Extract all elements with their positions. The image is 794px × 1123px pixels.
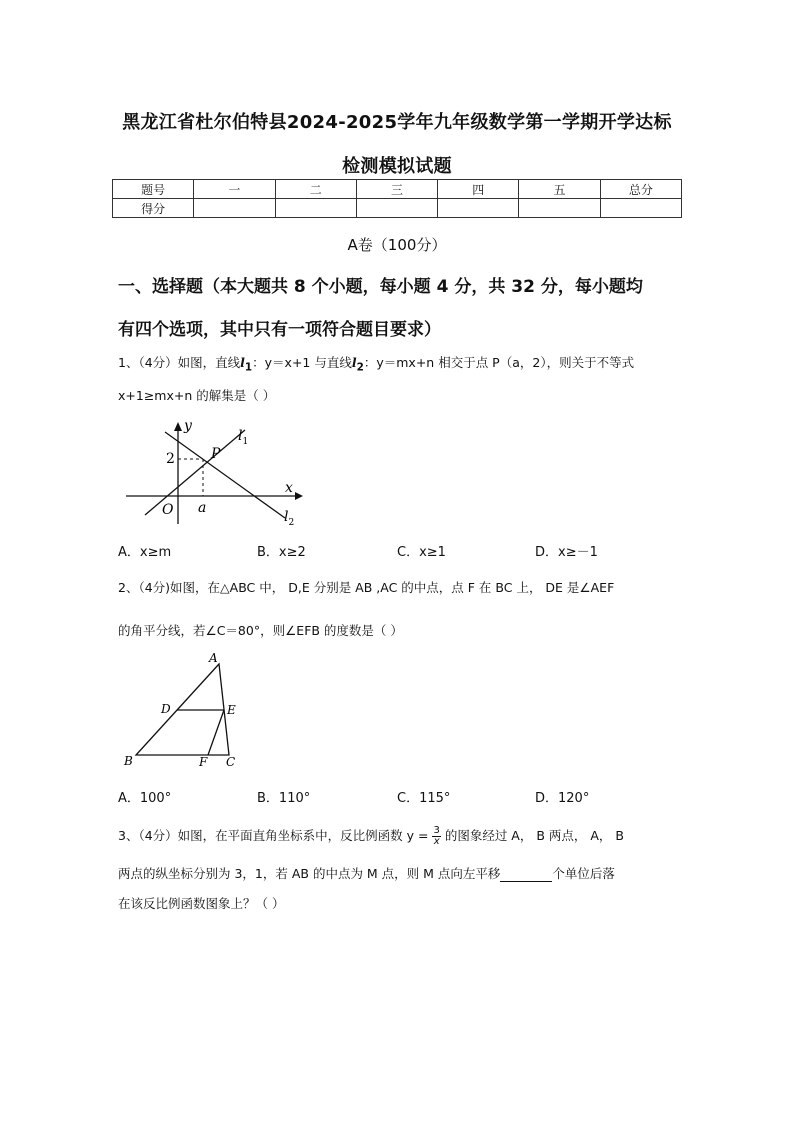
question-3-line3: 在该反比例函数图象上？（ ） — [118, 896, 285, 911]
q1-option-c[interactable]: C．x≥1 — [397, 545, 446, 560]
label-l2: $l_2$ — [284, 509, 295, 528]
score-table-score-row — [113, 199, 682, 218]
q3-text-b: 的图象经过 A， B 两点， A， B — [444, 828, 624, 843]
label-E: E — [227, 703, 236, 717]
q1-l1-sub: 1 — [244, 361, 253, 374]
question-2-line1: 2、（4分)如图，在△ABC 中， D,E 分别是 AB ,AC 的中点，点 F 在 BC 上， DE 是∠AEF — [118, 580, 615, 595]
score-cell[interactable] — [519, 199, 600, 218]
score-cell[interactable] — [600, 199, 681, 218]
q1-option-a[interactable]: A．x≥m — [118, 545, 172, 560]
label-O: O — [162, 502, 174, 518]
q1-l2: l — [351, 355, 357, 370]
fraction-numerator: 3 — [433, 825, 440, 836]
label-y: y — [184, 418, 192, 434]
label-C: C — [226, 755, 236, 769]
question-1-line2: x+1≥mx+n 的解集是（ ） — [118, 388, 276, 403]
q3-text-a: 3、（4分）如图，在平面直角坐标系中，反比例函数 y = — [118, 828, 429, 843]
q1-option-d[interactable]: D．x≥－1 — [535, 545, 598, 560]
label-two: 2 — [166, 451, 175, 467]
score-header-cell: 五 — [519, 180, 600, 199]
score-header-cell: 总分 — [600, 180, 681, 199]
score-cell[interactable] — [356, 199, 437, 218]
question-1-line1 — [118, 353, 634, 374]
fraction-denominator: x — [433, 836, 440, 847]
label-F: F — [199, 755, 208, 769]
section-heading-line1: 一、选择题（本大题共 8 个小题，每小题 4 分，共 32 分，每小题均 — [118, 277, 643, 297]
question-1-figure — [120, 418, 310, 536]
score-header-cell: 题号 — [113, 180, 194, 199]
q1-l1: l — [240, 355, 245, 370]
score-header-cell: 四 — [438, 180, 519, 199]
q1-text-c: ：y＝mx+n 相交于点 P（a，2），则关于不等式 — [363, 355, 635, 370]
score-cell[interactable] — [275, 199, 356, 218]
score-table — [112, 179, 682, 218]
q3-text-d: 个单位后落 — [552, 866, 615, 881]
score-cell[interactable] — [194, 199, 275, 218]
q3-text-c: 两点的纵坐标分别为 3，1，若 AB 的中点为 M 点，则 M 点向左平移 — [118, 866, 501, 881]
label-x: x — [285, 480, 293, 496]
y-axis-arrow — [174, 422, 182, 431]
section-heading-line2: 有四个选项，其中只有一项符合题目要求） — [118, 320, 441, 340]
question-2-line2: 的角平分线，若∠C＝80°，则∠EFB 的度数是（ ） — [118, 623, 403, 638]
answer-blank[interactable] — [500, 869, 552, 882]
q2-option-b[interactable]: B．110° — [257, 791, 311, 806]
q1-l2-sub: 2 — [356, 361, 364, 374]
document-title-line2: 检测模拟试题 — [342, 156, 452, 177]
label-A: A — [209, 651, 218, 665]
document-title-line1: 黑龙江省杜尔伯特县2024-2025学年九年级数学第一学期开学达标 — [122, 112, 672, 133]
q2-option-a[interactable]: A．100° — [118, 791, 172, 806]
score-header-cell: 三 — [356, 180, 437, 199]
question-2-figure — [120, 650, 250, 774]
fraction-3-over-x — [432, 826, 440, 847]
label-l1: $l_1$ — [238, 428, 249, 447]
score-row-label: 得分 — [113, 199, 194, 218]
x-axis-arrow — [295, 492, 303, 500]
q1-text-a: 1、（4分）如图，直线 — [118, 355, 241, 370]
q1-text-b: ：y＝x+1 与直线 — [252, 355, 352, 370]
score-header-cell: 二 — [275, 180, 356, 199]
q1-option-b[interactable]: B．x≥2 — [257, 545, 306, 560]
line-l2 — [165, 432, 285, 518]
q2-option-d[interactable]: D．120° — [535, 791, 590, 806]
label-a: a — [198, 500, 207, 516]
question-3-line2 — [118, 864, 615, 882]
score-header-cell: 一 — [194, 180, 275, 199]
label-P: P — [211, 446, 221, 462]
label-D: D — [161, 702, 171, 716]
question-3-line1 — [118, 826, 624, 847]
line-l1 — [145, 430, 245, 515]
score-cell[interactable] — [438, 199, 519, 218]
label-B: B — [124, 754, 133, 768]
volume-heading: A卷（100分） — [347, 236, 447, 254]
segment-EF — [208, 710, 224, 755]
score-table-header-row — [113, 180, 682, 199]
q2-option-c[interactable]: C．115° — [397, 791, 451, 806]
